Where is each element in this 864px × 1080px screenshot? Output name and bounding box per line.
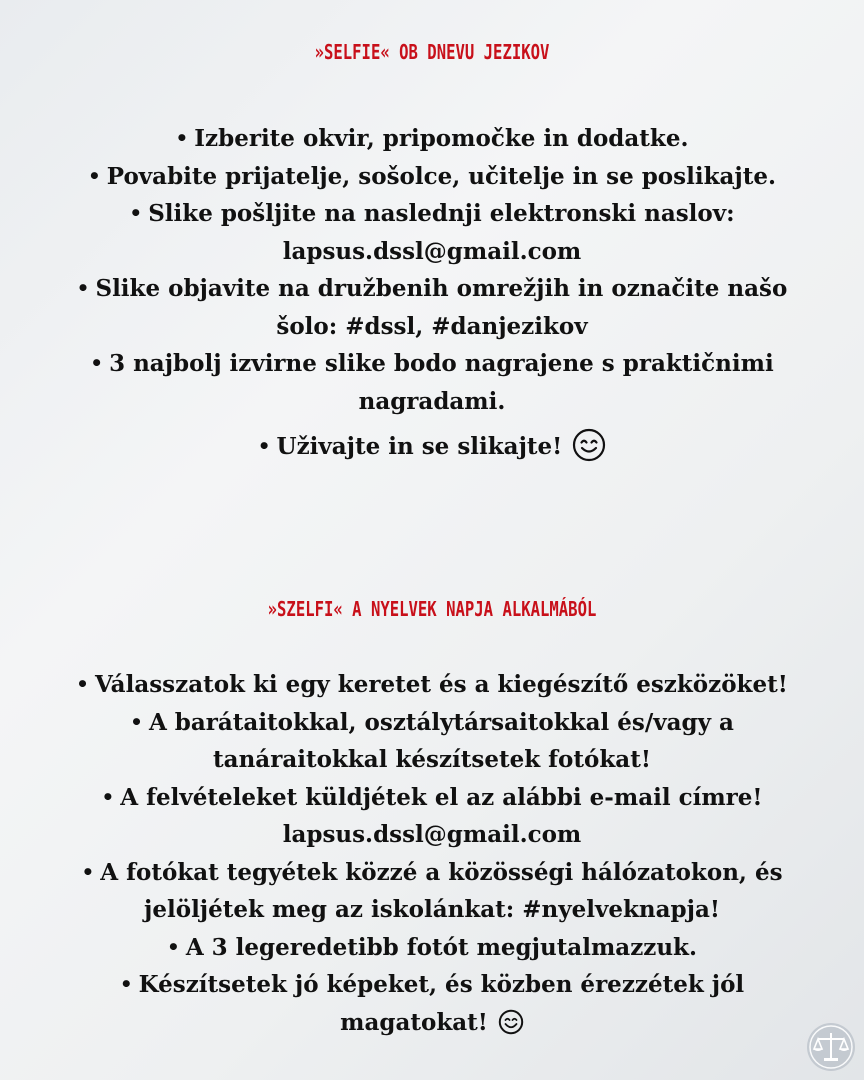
list-item-text: Slike pošljite na naslednji elektronski naslov: xyxy=(148,200,735,227)
list-item-text: tanáraitokkal készítsetek fotókat! xyxy=(213,746,651,773)
section-heading-slovene: »SELFIE« OB DNEVU JEZIKOV xyxy=(314,40,550,64)
list-item xyxy=(50,158,814,196)
list-item-text: jelöljétek meg az iskolánkat: #nyelveknapja! xyxy=(144,896,720,923)
bullet: • xyxy=(129,201,143,225)
bullet: • xyxy=(119,972,133,996)
list-item xyxy=(50,966,814,1004)
bullet: • xyxy=(90,351,104,375)
email-address xyxy=(50,233,814,271)
list-item-text: A fotókat tegyétek közzé a közösségi hálózatokon, és xyxy=(100,858,783,886)
list-item-text: Válasszatok ki egy keretet és a kiegészítő eszközöket! xyxy=(94,671,788,698)
list-item-continuation xyxy=(50,383,814,421)
list-item xyxy=(50,270,814,308)
list-item-text: magatokat! xyxy=(340,1008,488,1036)
list-item xyxy=(50,345,814,383)
list-item xyxy=(50,704,814,742)
instructions-slovene xyxy=(50,120,814,474)
list-item-continuation xyxy=(50,1004,814,1047)
smiling-face-icon xyxy=(572,428,606,474)
list-item-text: Uživajte in se slikajte! xyxy=(276,433,563,460)
list-item xyxy=(50,929,814,967)
instructions-hungarian xyxy=(50,666,814,1046)
list-item xyxy=(50,666,814,704)
list-item xyxy=(50,779,814,817)
list-item-continuation xyxy=(50,308,814,346)
list-item-continuation xyxy=(50,891,814,929)
scales-logo-icon xyxy=(806,1022,856,1072)
list-item-text: 3 najbolj izvirne slike bodo nagrajene s praktičnimi xyxy=(109,350,774,377)
bullet: • xyxy=(81,859,95,884)
bullet: • xyxy=(257,434,271,458)
list-item xyxy=(50,428,814,474)
list-item-text: šolo: #dssl, #danjezikov xyxy=(276,312,588,340)
bullet: • xyxy=(76,276,90,300)
list-item-continuation xyxy=(50,741,814,779)
list-item-text: Készítsetek jó képeket, és közben érezzétek jól xyxy=(138,971,745,998)
bullet: • xyxy=(87,163,101,188)
bullet: • xyxy=(101,784,115,809)
bullet: • xyxy=(175,126,189,150)
bullet: • xyxy=(167,934,180,959)
list-item-text: A barátaitokkal, osztálytársaitokkal és/vagy a xyxy=(148,708,734,736)
email-address xyxy=(50,816,814,854)
list-item-text: lapsus.dssl@gmail.com xyxy=(282,237,582,265)
list-item-text: lapsus.dssl@gmail.com xyxy=(282,821,582,848)
section-heading-hungarian: »SZELFI« A NYELVEK NAPJA ALKALMÁBÓL xyxy=(267,597,597,621)
list-item-text: A felvételeket küldjétek el az alábbi e-mail címre! xyxy=(120,783,763,811)
list-item xyxy=(50,195,814,233)
list-item-text: A 3 legeredetibb fotót megjutalmazzuk. xyxy=(185,933,697,961)
bullet: • xyxy=(76,672,89,696)
list-item-text: nagradami. xyxy=(358,387,506,415)
bullet: • xyxy=(130,709,143,734)
smiling-face-icon xyxy=(498,1009,524,1047)
list-item-text: Povabite prijatelje, sošolce, učitelje in se poslikajte. xyxy=(106,162,776,190)
list-item xyxy=(50,120,814,158)
list-item-text: Slike objavite na družbenih omrežjih in označite našo xyxy=(95,275,788,302)
list-item-text: Izberite okvir, pripomočke in dodatke. xyxy=(194,125,689,152)
list-item xyxy=(50,854,814,892)
